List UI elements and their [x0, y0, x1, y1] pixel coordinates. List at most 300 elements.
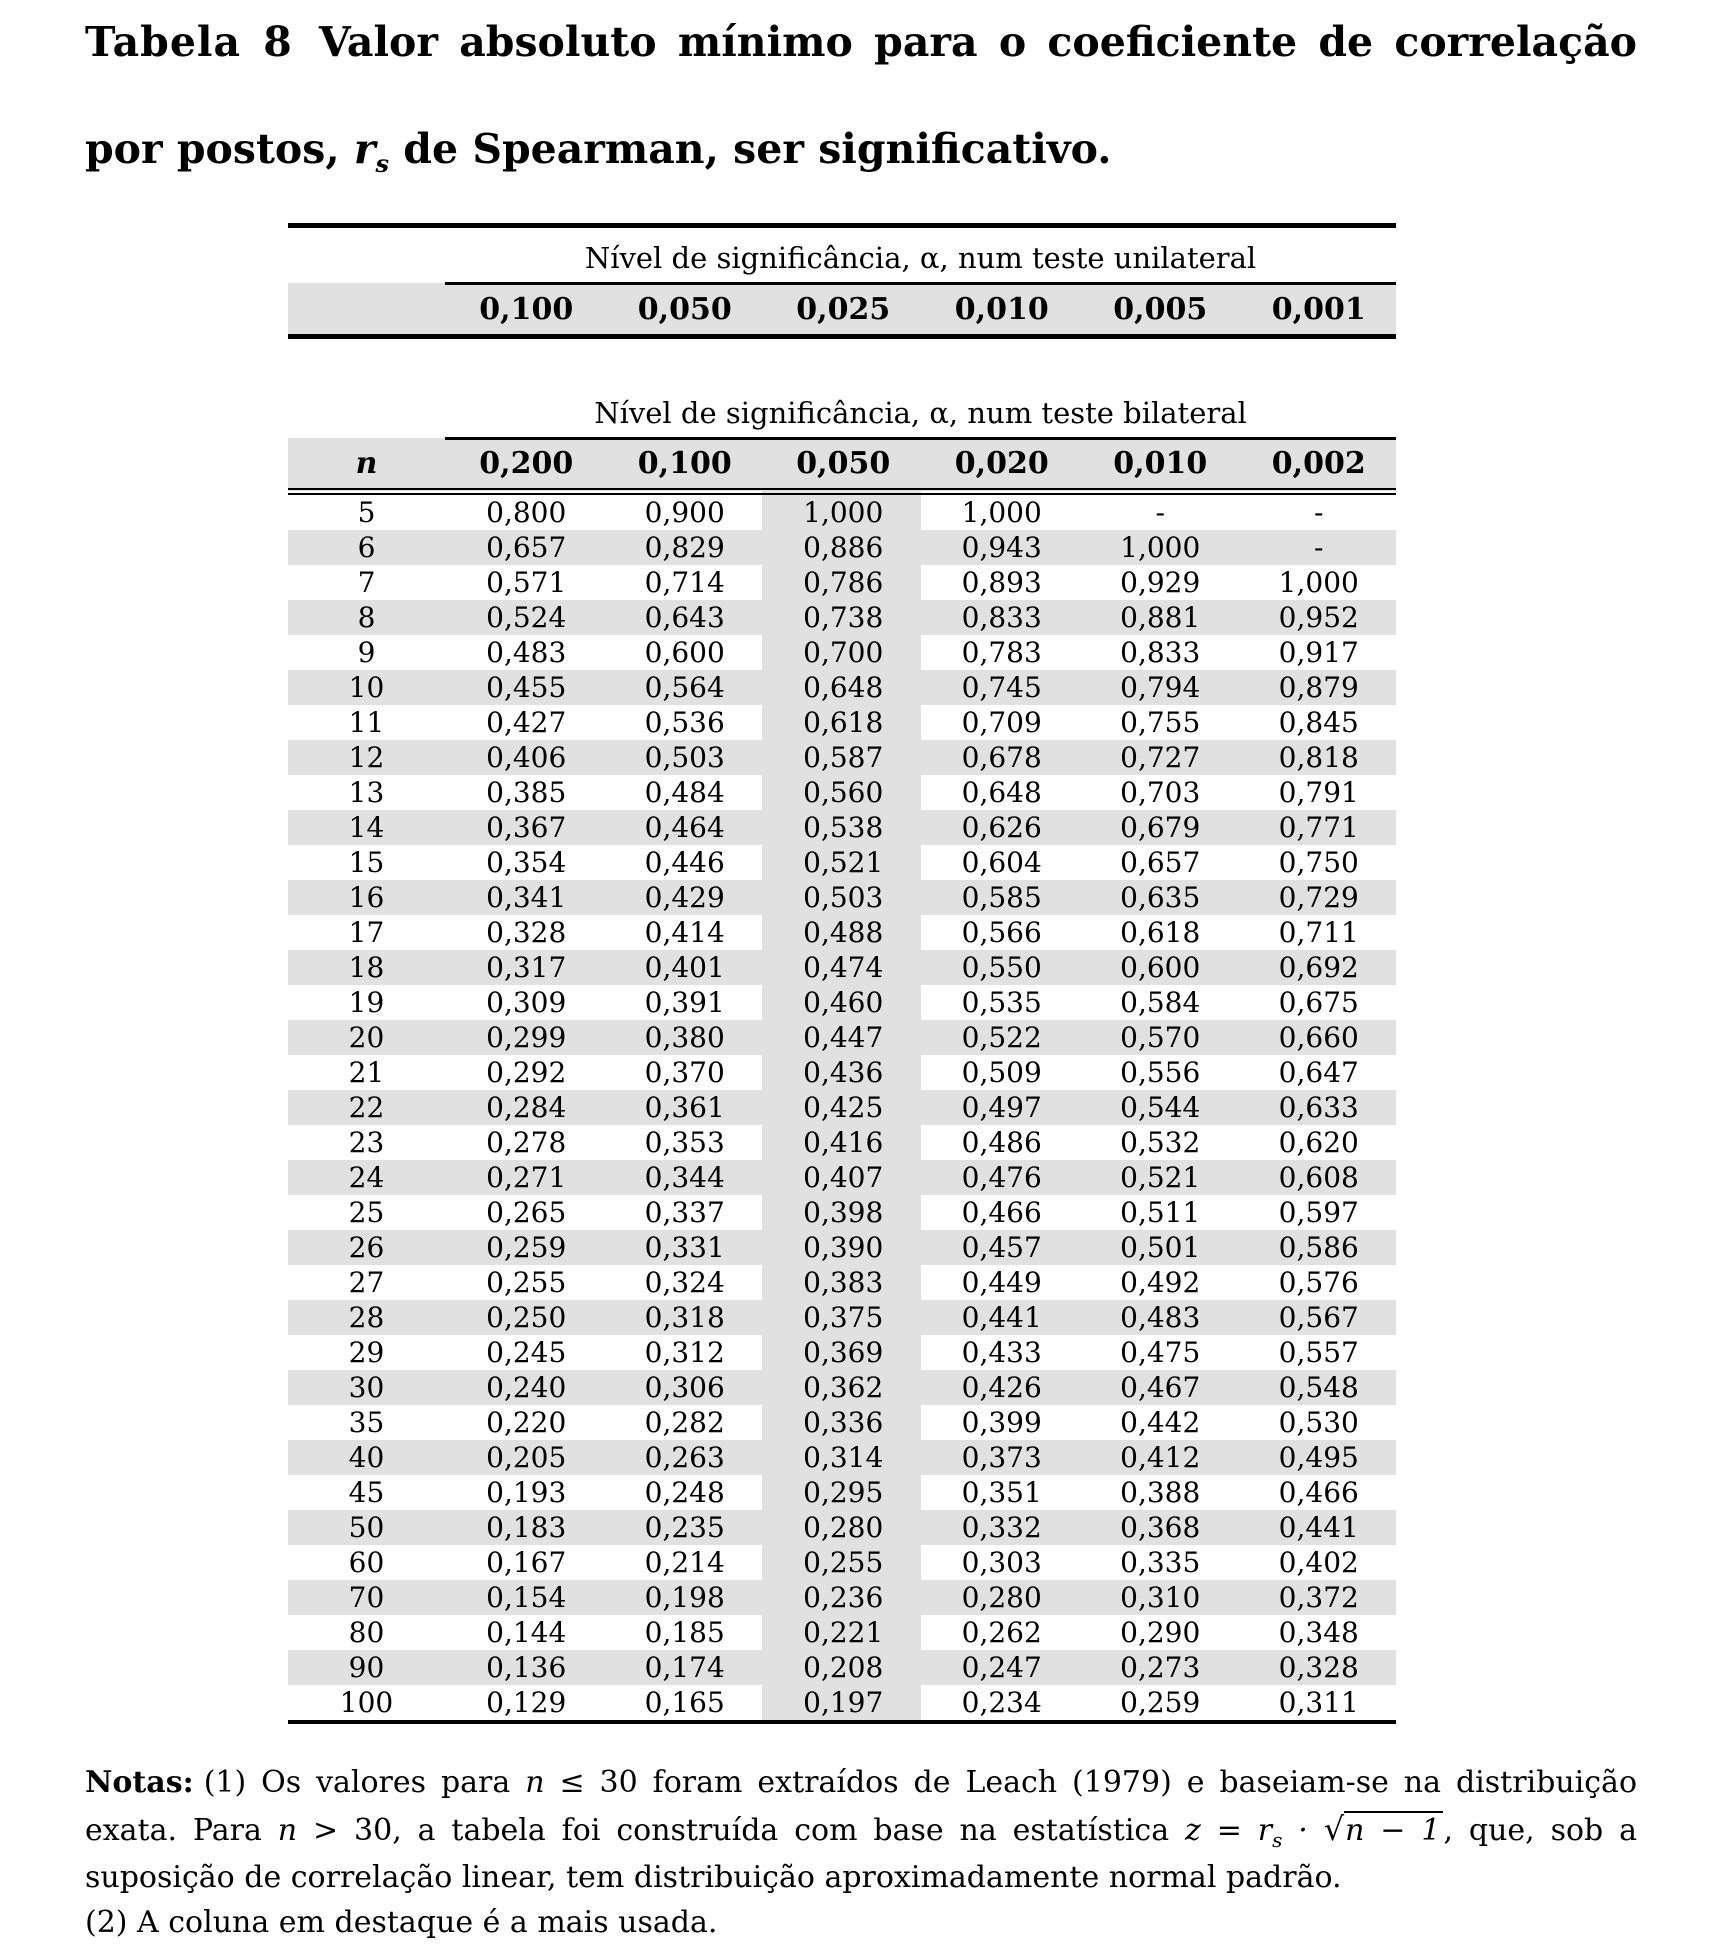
cell-value-highlighted: 0,336 — [762, 1405, 921, 1440]
n-symbol: n — [277, 1812, 298, 1848]
cell-value: 0,620 — [1278, 1125, 1359, 1159]
cell-value-highlighted: 0,738 — [762, 600, 921, 635]
cell-value: 0,536 — [644, 705, 725, 739]
cell-value: 0,205 — [445, 1440, 604, 1475]
cell-value: 0,703 — [1120, 775, 1201, 809]
cell-value: 1,000 — [1278, 565, 1359, 599]
cell-value: 0,929 — [1120, 565, 1201, 599]
cell-value-highlighted: 1,000 — [762, 491, 921, 530]
caption-row-bilateral — [288, 386, 1396, 438]
cell-value: 0,167 — [486, 1545, 567, 1579]
page-title — [85, 16, 1637, 179]
cell-value-highlighted: 0,786 — [762, 565, 921, 600]
table-row — [288, 670, 1396, 705]
cell-value: 0,406 — [445, 740, 604, 775]
cell-value-highlighted: 0,538 — [762, 810, 921, 845]
cell-n: 18 — [288, 950, 445, 985]
cell-n: 5 — [357, 495, 376, 529]
cell-value: 0,402 — [1278, 1545, 1359, 1579]
cell-value: 0,714 — [644, 565, 725, 599]
cell-value: 0,530 — [1278, 1405, 1359, 1439]
cell-value: 0,361 — [604, 1090, 763, 1125]
cell-value: 0,833 — [1120, 635, 1201, 669]
cell-value: 0,483 — [1079, 1300, 1238, 1335]
table-body — [288, 491, 1396, 1722]
cell-value: 0,600 — [1079, 950, 1238, 985]
cell-value: 0,299 — [445, 1020, 604, 1055]
cell-value: 0,198 — [604, 1580, 763, 1615]
cell-value-highlighted: 0,280 — [762, 1510, 921, 1545]
cell-value: 0,535 — [961, 985, 1042, 1019]
note-2: (2) A coluna em destaque é a mais usada. — [85, 1904, 718, 1940]
formula-dot: · — [1282, 1812, 1324, 1848]
cell-value: 0,311 — [1278, 1685, 1359, 1719]
cell-n: 60 — [348, 1545, 385, 1579]
cell-value: 0,449 — [961, 1265, 1042, 1299]
cell-value-highlighted: 0,362 — [762, 1370, 921, 1405]
table-row — [288, 1055, 1396, 1090]
table-row — [288, 950, 1396, 985]
cell-value: 0,337 — [644, 1195, 725, 1229]
table-row — [288, 880, 1396, 915]
cell-value: 0,678 — [921, 740, 1080, 775]
cell-value: 0,567 — [1238, 1300, 1397, 1335]
cell-value: 0,604 — [961, 845, 1042, 879]
cell-value: 0,348 — [1278, 1615, 1359, 1649]
cell-value: - — [1314, 495, 1324, 529]
caption-row-unilateral — [288, 225, 1396, 283]
cell-value: 0,544 — [1079, 1090, 1238, 1125]
cell-value: 0,501 — [1079, 1230, 1238, 1265]
cell-value-highlighted: 0,521 — [762, 845, 921, 880]
alpha-bilateral-5: 0,010 — [1079, 438, 1238, 491]
rs-symbol — [353, 124, 390, 178]
formula-r-sub: s — [1272, 1827, 1283, 1852]
alpha-unilateral-6: 0,001 — [1238, 283, 1397, 336]
notes-label: Notas: — [85, 1764, 194, 1800]
cell-value: 0,709 — [961, 705, 1042, 739]
table-row — [288, 1195, 1396, 1230]
cell-n: 26 — [288, 1230, 445, 1265]
cell-value: 0,476 — [921, 1160, 1080, 1195]
n-symbol: n — [525, 1764, 545, 1800]
cell-value-highlighted: 0,560 — [762, 775, 921, 810]
cell-value: 0,234 — [961, 1685, 1042, 1719]
cell-value-highlighted: 0,383 — [762, 1265, 921, 1300]
cell-value: 0,442 — [1120, 1405, 1201, 1439]
n-column-header: n — [288, 438, 445, 491]
cell-value: 0,532 — [1120, 1125, 1201, 1159]
cell-value-highlighted: 0,436 — [762, 1055, 921, 1090]
cell-value-highlighted: 0,197 — [762, 1685, 921, 1722]
cell-value: 0,259 — [1120, 1685, 1201, 1719]
cell-value-highlighted: 0,503 — [762, 880, 921, 915]
table-row — [288, 845, 1396, 880]
cell-value: 0,380 — [604, 1020, 763, 1055]
cell-value: 0,370 — [644, 1055, 725, 1089]
cell-n: 25 — [348, 1195, 385, 1229]
cell-n: 100 — [339, 1685, 394, 1719]
cell-value: 0,129 — [486, 1685, 567, 1719]
cell-value: 0,312 — [644, 1335, 725, 1369]
cell-value: - — [1238, 530, 1397, 565]
cell-value: 0,692 — [1238, 950, 1397, 985]
cell-value: 0,290 — [1120, 1615, 1201, 1649]
table-row — [288, 1650, 1396, 1685]
cell-value: 0,584 — [1120, 985, 1201, 1019]
cell-value: 0,794 — [1079, 670, 1238, 705]
cell-value: 0,185 — [644, 1615, 725, 1649]
cell-value: 0,557 — [1278, 1335, 1359, 1369]
cell-value: 0,331 — [604, 1230, 763, 1265]
cell-value: 0,576 — [1278, 1265, 1359, 1299]
cell-value: 0,255 — [486, 1265, 567, 1299]
cell-value: 0,791 — [1278, 775, 1359, 809]
cell-value: 0,660 — [1238, 1020, 1397, 1055]
cell-n: 35 — [348, 1405, 385, 1439]
table-header — [288, 225, 1396, 491]
cell-value: 0,464 — [604, 810, 763, 845]
cell-value-highlighted: 0,407 — [762, 1160, 921, 1195]
cell-value: 0,399 — [961, 1405, 1042, 1439]
cell-n: 8 — [288, 600, 445, 635]
cell-value: 0,427 — [486, 705, 567, 739]
cell-value: 0,368 — [1079, 1510, 1238, 1545]
cell-value: 0,373 — [921, 1440, 1080, 1475]
cell-value: 1,000 — [961, 495, 1042, 529]
cell-value-highlighted: 0,488 — [762, 915, 921, 950]
cell-value: 0,335 — [1120, 1545, 1201, 1579]
sqrt-sign: √ — [1323, 1809, 1345, 1848]
cell-value: 0,344 — [604, 1160, 763, 1195]
alpha-bilateral-6: 0,002 — [1238, 438, 1397, 491]
table-row — [288, 915, 1396, 950]
cell-value: 0,385 — [486, 775, 567, 809]
cell-value: 0,353 — [644, 1125, 725, 1159]
cell-value: 0,521 — [1079, 1160, 1238, 1195]
table-row — [288, 1510, 1396, 1545]
caption-bilateral: Nível de significância, α, num teste bilateral — [445, 386, 1396, 438]
caption-lead-cell — [288, 225, 445, 283]
cell-value: 0,783 — [961, 635, 1042, 669]
cell-value: 0,248 — [644, 1475, 725, 1509]
cell-value: 0,800 — [486, 495, 567, 529]
caption-lead-cell — [288, 386, 445, 438]
cell-value: 0,484 — [644, 775, 725, 809]
cell-value: 0,893 — [961, 565, 1042, 599]
cell-n: 40 — [288, 1440, 445, 1475]
cell-value-highlighted: 0,314 — [762, 1440, 921, 1475]
cell-value: 0,441 — [1238, 1510, 1397, 1545]
note-1 — [85, 1760, 1637, 1900]
table-row — [288, 1580, 1396, 1615]
cell-n: 22 — [288, 1090, 445, 1125]
cell-value: 0,648 — [961, 775, 1042, 809]
cell-value: 0,608 — [1238, 1160, 1397, 1195]
cell-value: 0,657 — [1120, 845, 1201, 879]
table-row — [288, 1265, 1396, 1300]
cell-value: 0,633 — [1238, 1090, 1397, 1125]
table-row — [288, 1440, 1396, 1475]
table-row — [288, 1090, 1396, 1125]
cell-n: 11 — [348, 705, 385, 739]
cell-value: 0,429 — [604, 880, 763, 915]
cell-value-highlighted: 0,474 — [762, 950, 921, 985]
cell-value: 0,136 — [445, 1650, 604, 1685]
formula-z: z — [1185, 1812, 1201, 1848]
cell-n: 90 — [288, 1650, 445, 1685]
cell-n: 15 — [348, 845, 385, 879]
cell-value: 0,273 — [1079, 1650, 1238, 1685]
cell-value-highlighted: 0,416 — [762, 1125, 921, 1160]
cell-value: 0,271 — [445, 1160, 604, 1195]
cell-value-highlighted: 0,700 — [762, 635, 921, 670]
table-row — [288, 1405, 1396, 1440]
table-row — [288, 740, 1396, 775]
cell-value: 0,833 — [921, 600, 1080, 635]
cell-value: 0,570 — [1079, 1020, 1238, 1055]
cell-n: 14 — [288, 810, 445, 845]
cell-value: 0,328 — [1238, 1650, 1397, 1685]
cell-value: 0,466 — [1278, 1475, 1359, 1509]
cell-value: 0,247 — [921, 1650, 1080, 1685]
table-row — [288, 1685, 1396, 1722]
cell-value: 0,943 — [921, 530, 1080, 565]
cell-n: 21 — [348, 1055, 385, 1089]
cell-value-highlighted: 0,460 — [762, 985, 921, 1020]
cell-value: 0,900 — [644, 495, 725, 529]
cell-value: 0,354 — [486, 845, 567, 879]
cell-value: 0,263 — [604, 1440, 763, 1475]
cell-value: 0,426 — [921, 1370, 1080, 1405]
cell-n: 45 — [348, 1475, 385, 1509]
alpha-unilateral-3: 0,025 — [762, 283, 921, 336]
cell-value: 0,412 — [1079, 1440, 1238, 1475]
alpha-bilateral-1: 0,200 — [445, 438, 604, 491]
cell-value: 0,250 — [445, 1300, 604, 1335]
cell-n: 30 — [288, 1370, 445, 1405]
cell-value: 0,154 — [445, 1580, 604, 1615]
title-line2 — [85, 123, 1637, 179]
cell-n: 80 — [348, 1615, 385, 1649]
cell-value: 0,675 — [1278, 985, 1359, 1019]
cell-value: 0,511 — [1120, 1195, 1201, 1229]
table-row — [288, 1615, 1396, 1650]
cell-value: 0,750 — [1278, 845, 1359, 879]
cell-value: - — [1155, 495, 1165, 529]
cell-value: 0,144 — [486, 1615, 567, 1649]
cell-value: 0,306 — [604, 1370, 763, 1405]
cell-value: 0,284 — [445, 1090, 604, 1125]
cell-value: 0,492 — [1120, 1265, 1201, 1299]
table-row — [288, 635, 1396, 670]
cell-value: 0,309 — [486, 985, 567, 1019]
cell-value: 0,917 — [1278, 635, 1359, 669]
cell-value: 0,745 — [921, 670, 1080, 705]
cell-value: 0,881 — [1079, 600, 1238, 635]
cell-value: 0,441 — [921, 1300, 1080, 1335]
alpha-unilateral-4: 0,010 — [921, 283, 1080, 336]
cell-value: 0,317 — [445, 950, 604, 985]
cell-value: 0,503 — [604, 740, 763, 775]
cell-value: 0,522 — [921, 1020, 1080, 1055]
cell-value-highlighted: 0,447 — [762, 1020, 921, 1055]
cell-n: 23 — [348, 1125, 385, 1159]
formula-r: r — [1257, 1812, 1273, 1848]
cell-value: 0,401 — [604, 950, 763, 985]
cell-value: 0,647 — [1278, 1055, 1359, 1089]
cell-n: 19 — [348, 985, 385, 1019]
cell-value: 0,414 — [644, 915, 725, 949]
cell-n: 27 — [348, 1265, 385, 1299]
cell-value: 0,388 — [1120, 1475, 1201, 1509]
rs-letter: r — [353, 124, 376, 173]
table-row — [288, 600, 1396, 635]
cell-n: 9 — [357, 635, 376, 669]
cell-value-highlighted: 0,375 — [762, 1300, 921, 1335]
cell-value-highlighted: 0,587 — [762, 740, 921, 775]
table-row — [288, 775, 1396, 810]
header-spacer — [288, 336, 1396, 386]
cell-value: 0,220 — [486, 1405, 567, 1439]
cell-value: 0,310 — [1079, 1580, 1238, 1615]
cell-value: 0,564 — [604, 670, 763, 705]
cell-value: 0,626 — [921, 810, 1080, 845]
cell-value-highlighted: 0,390 — [762, 1230, 921, 1265]
cell-n: 20 — [288, 1020, 445, 1055]
cell-n: 13 — [348, 775, 385, 809]
cell-value: 0,486 — [961, 1125, 1042, 1159]
alpha-bilateral-4: 0,020 — [921, 438, 1080, 491]
cell-value: 0,457 — [921, 1230, 1080, 1265]
cell-value: 0,585 — [921, 880, 1080, 915]
note-text: (1) Os valores para — [203, 1764, 526, 1800]
cell-value: 0,509 — [961, 1055, 1042, 1089]
table-number-label: Tabela 8 — [85, 18, 293, 66]
title-text-line2-post: de Spearman, ser significativo. — [389, 124, 1112, 173]
cell-value: 0,818 — [1238, 740, 1397, 775]
alpha-bilateral-3: 0,050 — [762, 438, 921, 491]
cell-value: 0,727 — [1079, 740, 1238, 775]
cell-value: 0,446 — [644, 845, 725, 879]
cell-value: 0,262 — [961, 1615, 1042, 1649]
cell-value: 0,566 — [961, 915, 1042, 949]
cell-value: 0,240 — [445, 1370, 604, 1405]
cell-value: 0,618 — [1120, 915, 1201, 949]
note-text: , que, sob a suposição de correlação linear, tem distribuição aproximadamente normal padrão. — [85, 1812, 1638, 1895]
cell-value: 0,729 — [1238, 880, 1397, 915]
cell-value: 0,952 — [1238, 600, 1397, 635]
cell-value: 0,351 — [961, 1475, 1042, 1509]
cell-value: 0,635 — [1079, 880, 1238, 915]
table-row — [288, 530, 1396, 565]
alpha-header-unilateral — [288, 283, 1396, 336]
table-row — [288, 1335, 1396, 1370]
cell-value: 0,292 — [486, 1055, 567, 1089]
cell-n: 12 — [288, 740, 445, 775]
cell-value: 0,328 — [486, 915, 567, 949]
cell-value: 0,829 — [604, 530, 763, 565]
note-text: > 30, a tabela foi construída com base na estatística — [297, 1812, 1186, 1848]
cell-value: 0,324 — [644, 1265, 725, 1299]
cell-value-highlighted: 0,648 — [762, 670, 921, 705]
cell-value-highlighted: 0,398 — [762, 1195, 921, 1230]
cell-value: 1,000 — [1079, 530, 1238, 565]
table-row — [288, 1475, 1396, 1510]
cell-value: 0,524 — [445, 600, 604, 635]
table-row — [288, 1020, 1396, 1055]
cell-value: 0,497 — [921, 1090, 1080, 1125]
table-row — [288, 985, 1396, 1020]
z-formula — [1185, 1809, 1443, 1852]
cell-value: 0,372 — [1238, 1580, 1397, 1615]
cell-n: 24 — [288, 1160, 445, 1195]
table-row — [288, 1125, 1396, 1160]
cell-value: 0,245 — [486, 1335, 567, 1369]
notes — [85, 1760, 1637, 1945]
cell-n: 28 — [288, 1300, 445, 1335]
cell-value: 0,495 — [1238, 1440, 1397, 1475]
cell-value: 0,597 — [1278, 1195, 1359, 1229]
cell-value: 0,548 — [1238, 1370, 1397, 1405]
cell-value-highlighted: 0,886 — [762, 530, 921, 565]
note-text: ≤ 30 foram extraídos de Leach (1979) e baseiam-se na distribuição exata. Para — [85, 1764, 1638, 1848]
alpha-bilateral-2: 0,100 — [604, 438, 763, 491]
cell-value: 0,657 — [445, 530, 604, 565]
cell-value: 0,332 — [921, 1510, 1080, 1545]
cell-value: 0,556 — [1120, 1055, 1201, 1089]
cell-value: 0,771 — [1238, 810, 1397, 845]
rs-subscript: s — [375, 148, 390, 178]
cell-value: 0,259 — [445, 1230, 604, 1265]
cell-value-highlighted: 0,208 — [762, 1650, 921, 1685]
cell-value-highlighted: 0,369 — [762, 1335, 921, 1370]
cell-value: 0,550 — [921, 950, 1080, 985]
cell-value: 0,755 — [1120, 705, 1201, 739]
cell-n: 7 — [357, 565, 376, 599]
cell-value: 0,174 — [604, 1650, 763, 1685]
cell-value: 0,643 — [604, 600, 763, 635]
cell-value: 0,318 — [604, 1300, 763, 1335]
cell-value: 0,165 — [644, 1685, 725, 1719]
cell-n: 10 — [288, 670, 445, 705]
cell-value: 0,193 — [486, 1475, 567, 1509]
table-row — [288, 491, 1396, 530]
table-row — [288, 1160, 1396, 1195]
spearman-critical-values-table — [288, 223, 1396, 1724]
alpha-header-bilateral — [288, 438, 1396, 491]
title-line1 — [85, 16, 1637, 123]
alpha-unilateral-5: 0,005 — [1079, 283, 1238, 336]
cell-value-highlighted: 0,255 — [762, 1545, 921, 1580]
alpha-unilateral-2: 0,050 — [604, 283, 763, 336]
cell-value: 0,586 — [1238, 1230, 1397, 1265]
table-row — [288, 1545, 1396, 1580]
table-row — [288, 1370, 1396, 1405]
document-page — [0, 16, 1720, 1940]
cell-value: 0,475 — [1120, 1335, 1201, 1369]
cell-value: 0,278 — [486, 1125, 567, 1159]
cell-value: 0,679 — [1079, 810, 1238, 845]
cell-n: 6 — [288, 530, 445, 565]
cell-n: 50 — [288, 1510, 445, 1545]
table-row — [288, 705, 1396, 740]
cell-value: 0,455 — [445, 670, 604, 705]
cell-value-highlighted: 0,618 — [762, 705, 921, 740]
alpha-empty-cell — [288, 283, 445, 336]
table-row — [288, 1230, 1396, 1265]
cell-value: 0,214 — [644, 1545, 725, 1579]
